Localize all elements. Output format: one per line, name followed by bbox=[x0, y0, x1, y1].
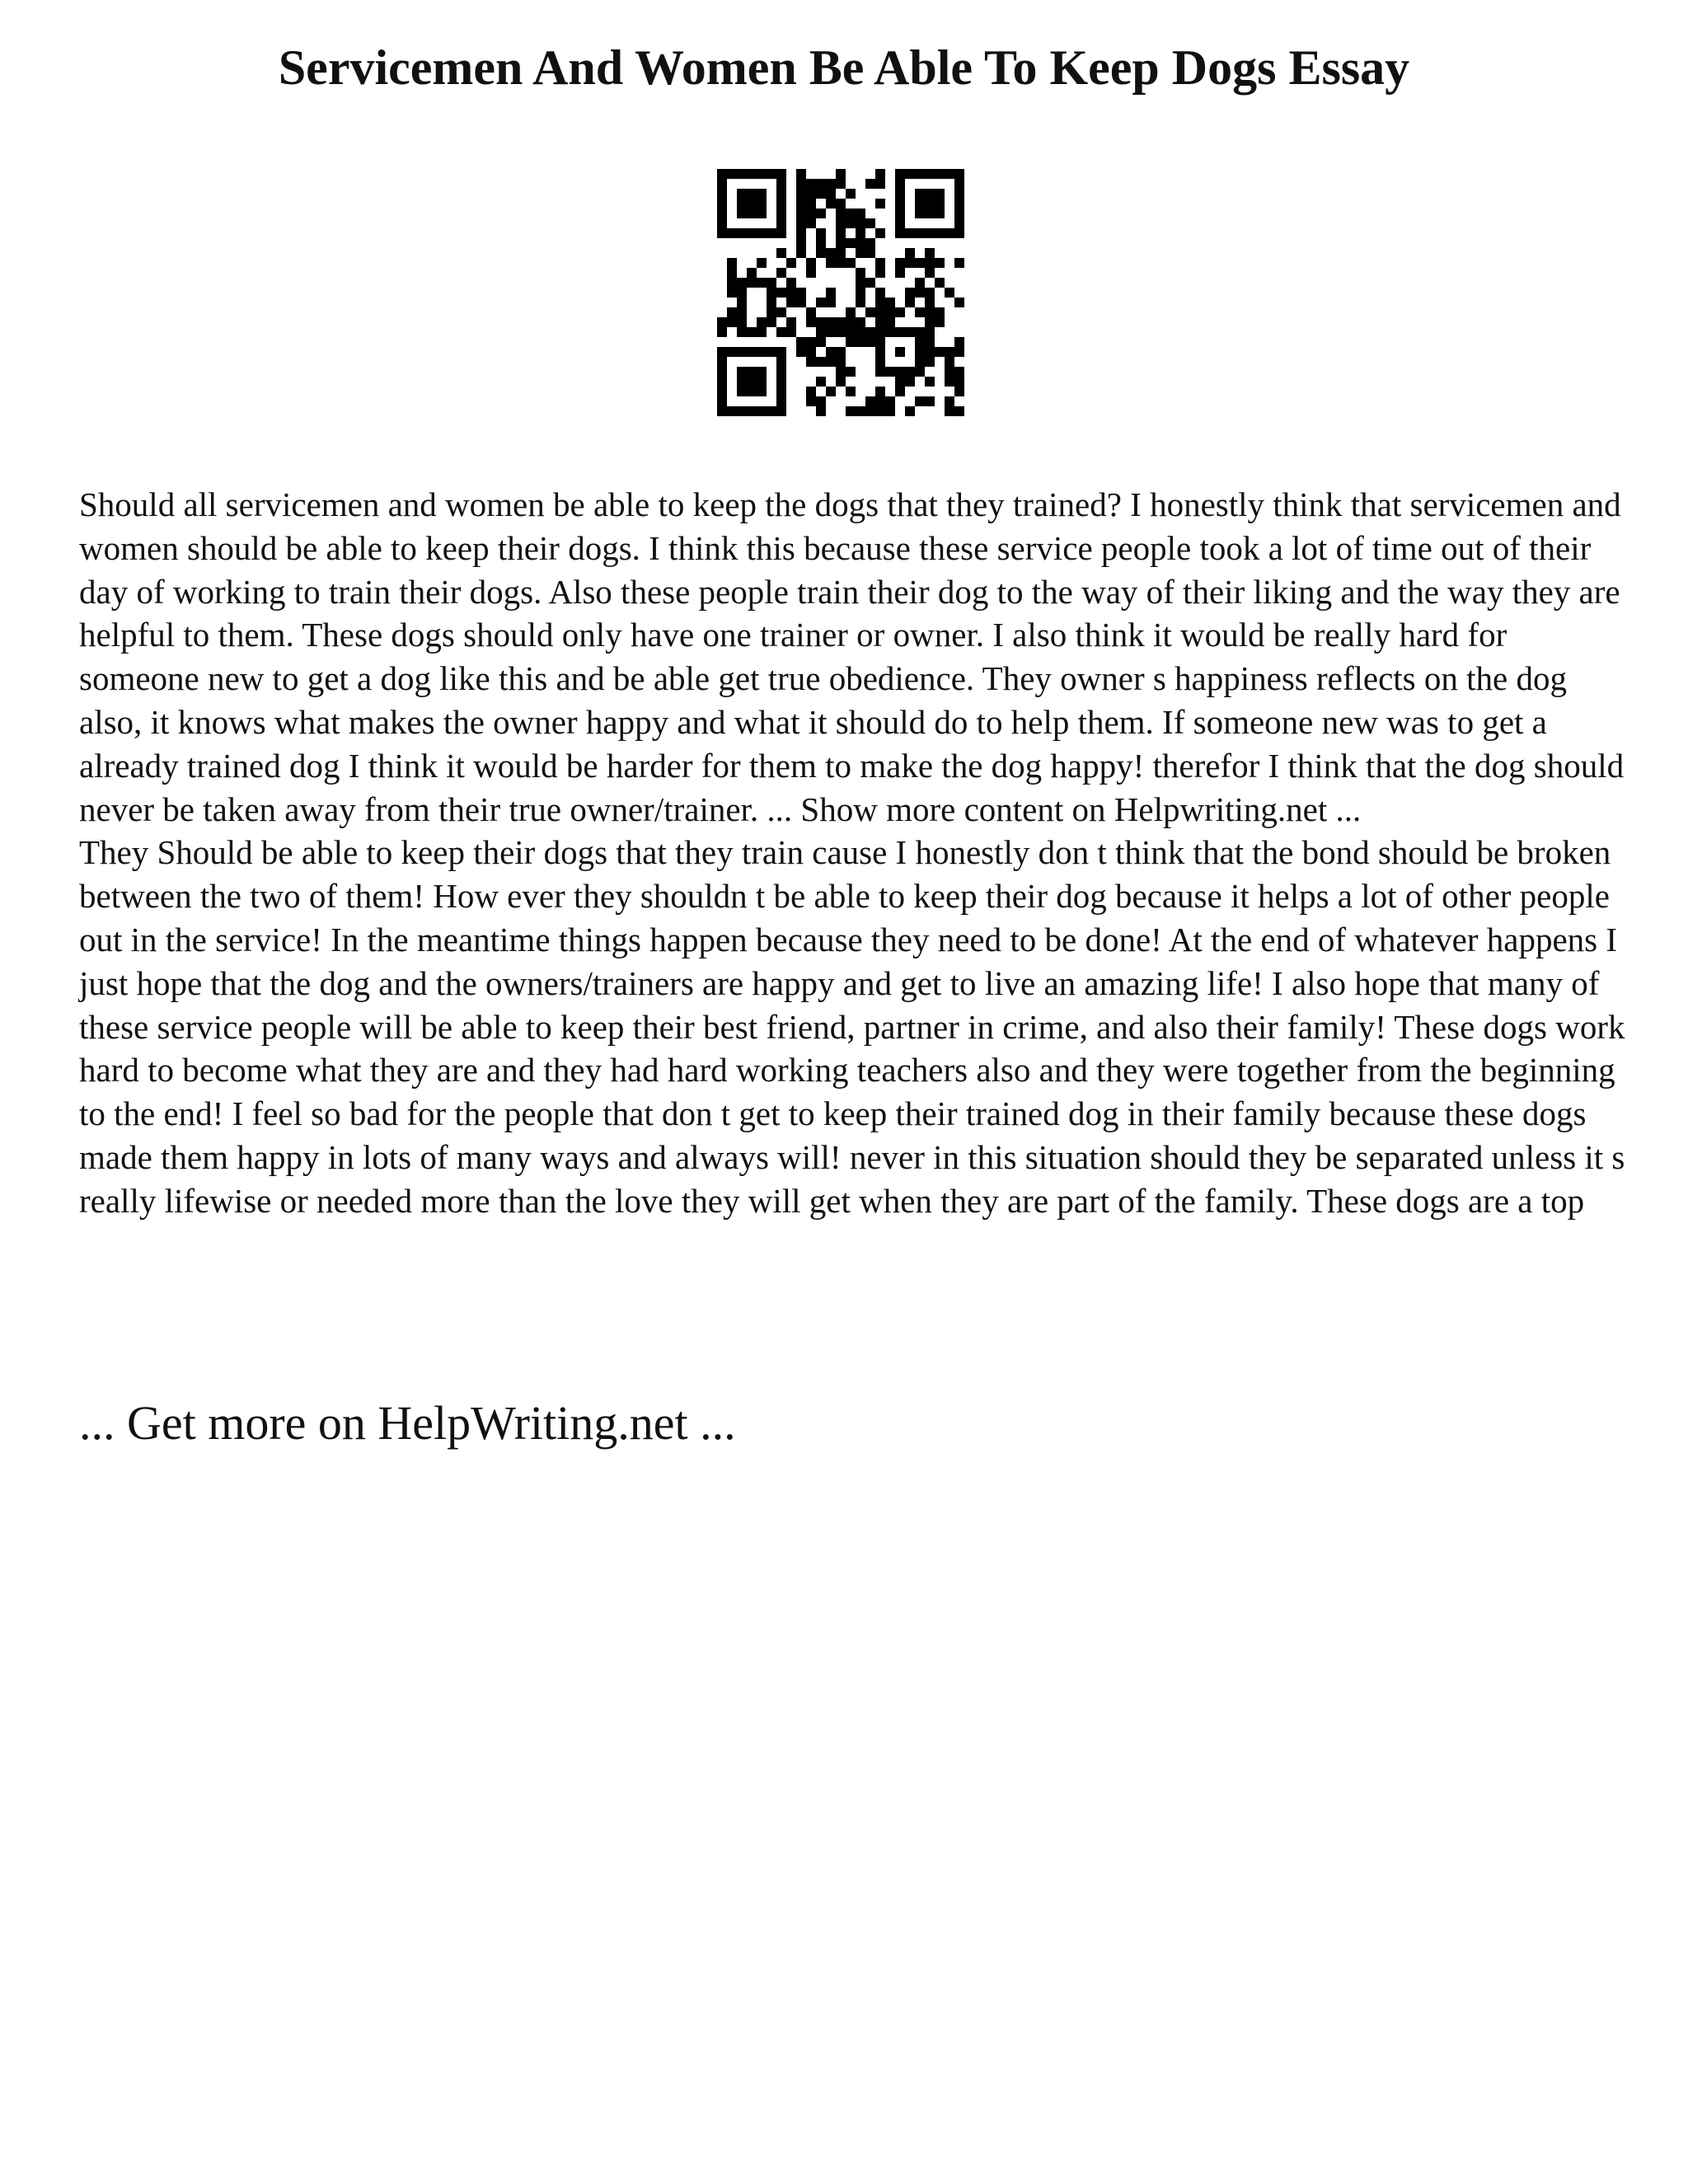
essay-body bbox=[79, 483, 1629, 1223]
page-title: Servicemen And Women Be Able To Keep Dogs Essay bbox=[278, 40, 1410, 95]
get-more-link[interactable]: ... Get more on HelpWriting.net ... bbox=[79, 1396, 736, 1450]
qr-code-icon bbox=[717, 169, 964, 416]
essay-paragraph-2: They Should be able to keep their dogs that they train cause I honestly don t think that the bond should be broken between the two of them! How ever they shouldn t be able to keep their dog because it helps a lot of other people out in the service! In the meantime things happen because they need to be done! At the end of whatever happens I just hope that the dog and the owners/trainers are happy and get to live an amazing life! I also hope that many of these service people will be able to keep their best friend, partner in crime, and also their family! These dogs work hard to become what they are and they had hard working teachers also and they were together from the beginning to the end! I feel so bad for the people that don t get to keep their trained dog in their family because these dogs made them happy in lots of many ways and always will! never in this situation should they be separated unless it s really lifewise or needed more than the love they will get when they are part of the family. These dogs are a top bbox=[79, 833, 1625, 1220]
essay-paragraph-1: Should all servicemen and women be able to keep the dogs that they trained? I honestly think that servicemen and women should be able to keep their dogs. I think this because these service people took a lot of time out of their day of working to train their dogs. Also these people train their dog to the way of their liking and the way they are helpful to them. These dogs should only have one trainer or owner. I also think it would be really hard for someone new to get a dog like this and be able get true obedience. They owner s happiness reflects on the dog also, it knows what makes the owner happy and what it should do to help them. If someone new was to get a already trained dog I think it would be harder for them to make the dog happy! therefor I think that the dog should never be taken away from their true owner/trainer. ... Show more content on Helpwriting.net ... bbox=[79, 485, 1625, 828]
